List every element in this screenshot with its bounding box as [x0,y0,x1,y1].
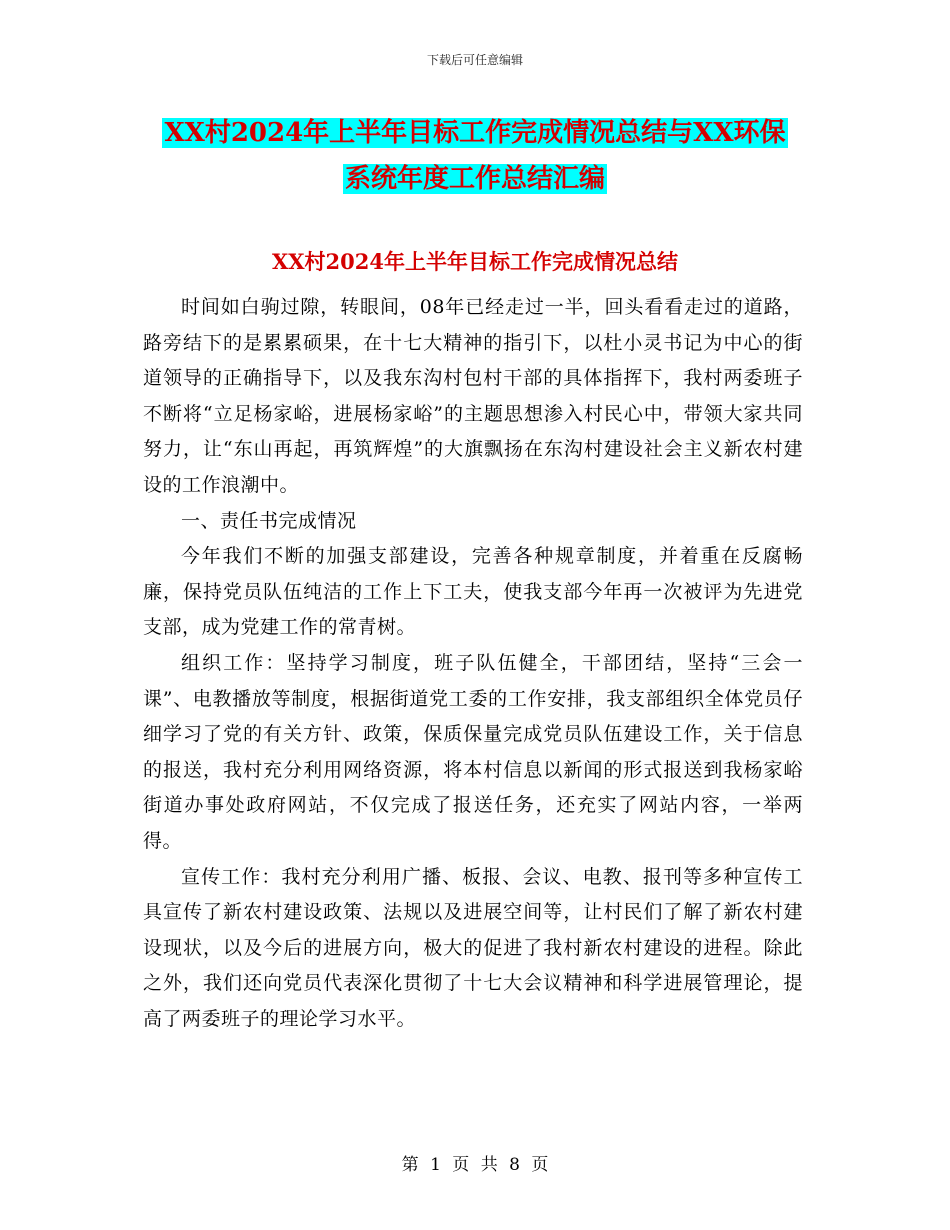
document-title-line-1 [110,110,840,156]
paragraph-party-building: 今年我们不断的加强支部建设，完善各种规章制度，并着重在反腐畅廉，保持党员队伍纯洁的工作上下工夫，使我支部今年再一次被评为先进党支部，成为党建工作的常青树。 [143,545,803,639]
title-highlight-2: 系统年度工作总结汇编 [344,164,605,194]
document-title-line-2 [110,156,840,202]
paragraph-propaganda-work: 宣传工作：我村充分利用广播、板报、会议、电教、报刊等多种宣传工具宣传了新农村建设政策、法规以及进展空间等，让村民们了解了新农村建设现状，以及今后的进展方向，极大的促进了我村新农村建设的进程。除此之外，我们还向党员代表深化贯彻了十七大会议精神和科学进展管理论，提高了两委班子的理论学习水平。 [143,865,803,1030]
paragraph-organization-work: 组织工作：坚持学习制度，班子队伍健全，干部团结，坚持“三会一课”、电教播放等制度，根据街道党工委的工作安排，我支部组织全体党员仔细学习了党的有关方针、政策，保质保量完成党员队伍建设工作，关于信息的报送，我村充分利用网络资源，将本村信息以新闻的形式报送到我杨家峪街道办事处政府网站，不仅完成了报送任务，还充实了网站内容，一举两得。 [143,651,803,852]
paragraph-intro: 时间如白驹过隙，转眼间，08年已经走过一半，回头看看走过的道路，路旁结下的是累累硕果，在十七大精神的指引下，以杜小灵书记为中心的街道领导的正确指导下，以及我东沟村包村干部的具体指挥下，我村两委班子不断将“立足杨家峪，进展杨家峪”的主题思想渗入村民心中，带领大家共同努力，让“东山再起，再筑辉煌”的大旗飘扬在东沟村建设社会主义新农村建设的工作浪潮中。 [143,296,803,496]
section-title: XX村2024年上半年目标工作完成情况总结 [271,249,679,274]
page-number-footer: 第 1 页 共 8 页 [401,1155,549,1175]
page-header-note: 下载后可任意编辑 [426,53,523,67]
title-highlight-1: XX村2024年上半年目标工作完成情况总结与XX环保 [164,118,786,148]
document-body [143,290,803,1037]
paragraph-heading-responsibility: 一、责任书完成情况 [181,509,357,532]
document-title [110,110,840,202]
